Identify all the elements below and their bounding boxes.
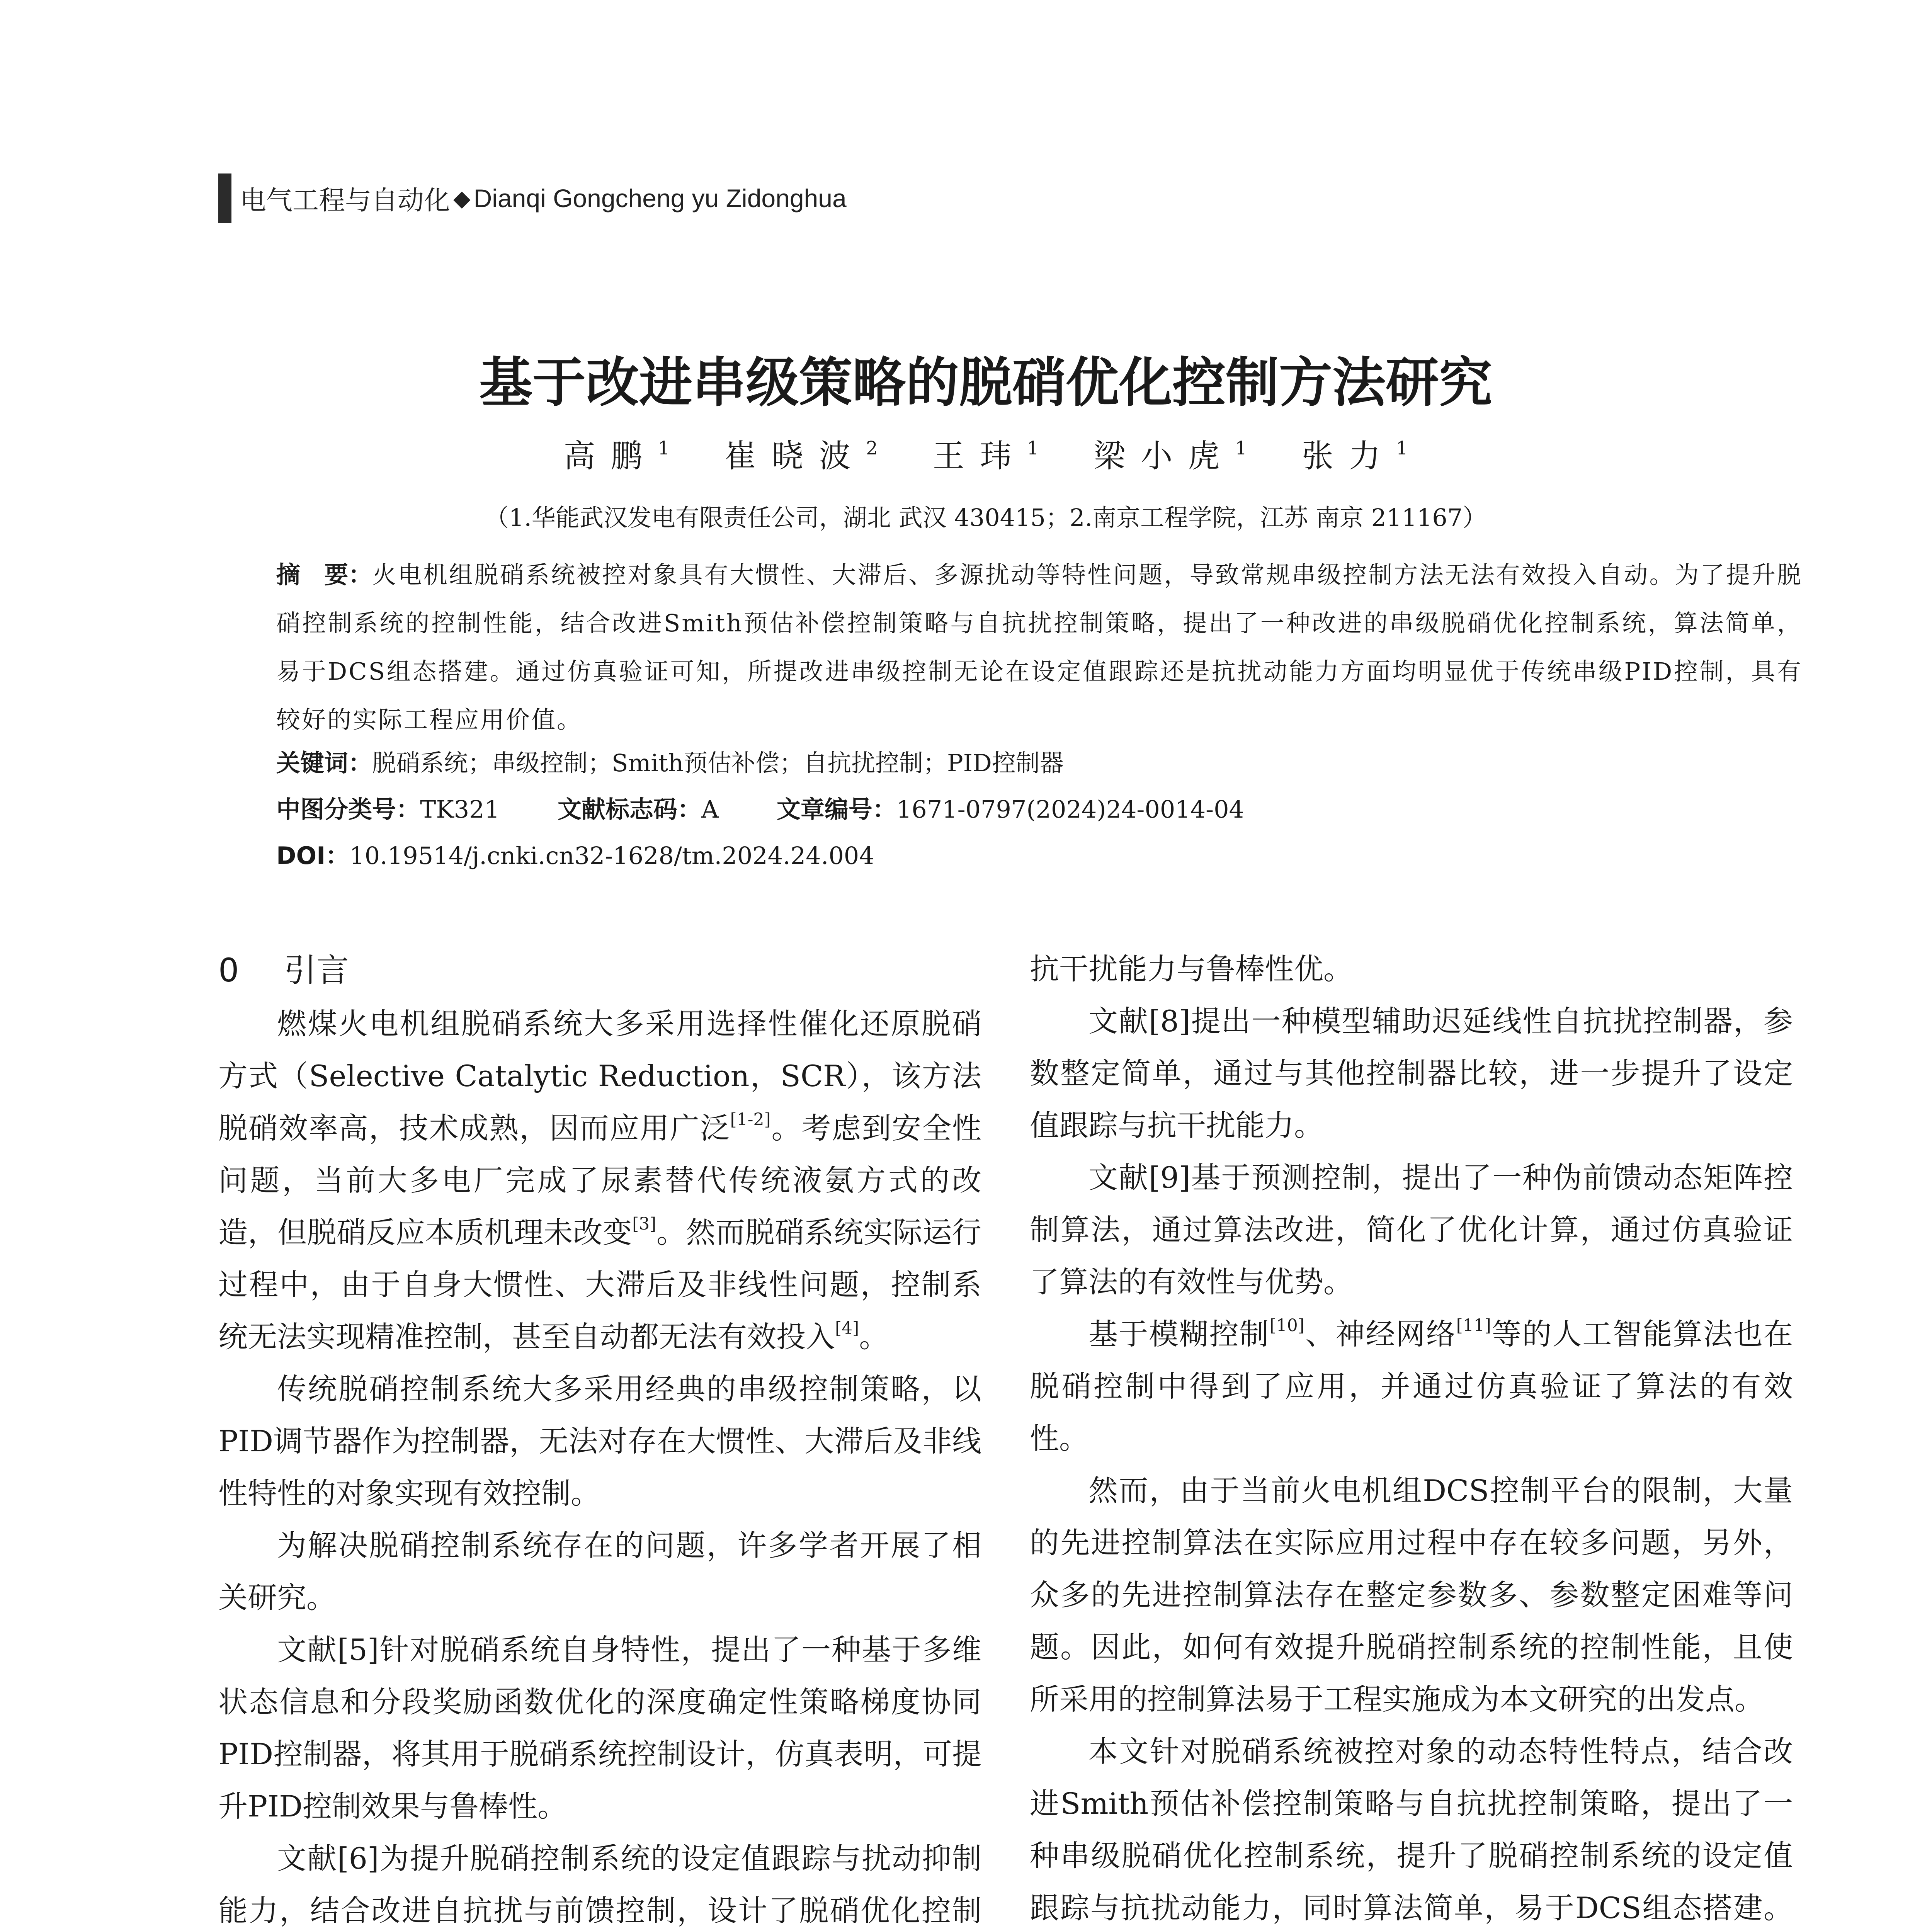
body-paragraph: 文献[6]为提升脱硝控制系统的设定值跟踪与扰动抑制能力，结合改进自抗扰与前馈控制，设计了脱硝优化控制 xyxy=(218,1841,981,1928)
section-heading-introduction xyxy=(218,943,981,998)
author xyxy=(1302,438,1408,474)
author-affiliation-mark: 1 xyxy=(658,437,670,459)
paragraph-text: 等的人工智能算法也在脱硝控制中得到了应用，并通过仿真验证了算法的有效性。 xyxy=(1030,1317,1793,1456)
author xyxy=(724,438,878,474)
citation: [1-2] xyxy=(730,1110,771,1129)
left-column xyxy=(218,943,981,1932)
doi-label: DOI： xyxy=(276,842,350,870)
citation: [11] xyxy=(1456,1316,1491,1335)
paragraph-text: 。 xyxy=(859,1320,889,1354)
body-paragraph: 本文针对脱硝系统被控对象的动态特性特点，结合改进Smith预估补偿控制策略与自抗扰控制策略，提出了一种串级脱硝优化控制系统，提升了脱硝控制系统的设定值跟踪与抗扰动能力，同时算法简单，易于DCS组态搭建。 xyxy=(1030,1734,1793,1925)
author-name: 王玮 xyxy=(932,438,1027,474)
body-paragraph: 抗干扰能力与鲁棒性优。 xyxy=(1030,952,1353,986)
article-number-value: 1671-0797(2024)24-0014-04 xyxy=(896,795,1244,823)
paragraph-text: 燃煤火电机组脱硝系统大多采用选择性催化还原脱硝方式（Selective Catalytic Reduction，SCR），该方法脱硝效率高，技术成熟，因而应用广泛 xyxy=(218,1007,981,1145)
citation: [3] xyxy=(632,1214,656,1234)
author xyxy=(563,438,670,474)
keywords-text: 脱硝系统；串级控制；Smith预估补偿；自抗扰控制；PID控制器 xyxy=(372,749,1064,777)
author xyxy=(933,438,1039,474)
article-number-label: 文章编号： xyxy=(776,795,896,823)
author-name: 崔晓波 xyxy=(724,438,866,474)
body-paragraph: 文献[9]基于预测控制，提出了一种伪前馈动态矩阵控制算法，通过算法改进，简化了优化计算，通过仿真验证了算法的有效性与优势。 xyxy=(1030,1160,1793,1299)
citation: [4] xyxy=(835,1318,859,1338)
doi-value: 10.19514/j.cnki.cn32-1628/tm.2024.24.004 xyxy=(349,842,874,870)
body-paragraph: 然而，由于当前火电机组DCS控制平台的限制，大量的先进控制算法在实际应用过程中存在较多问题，另外，众多的先进控制算法存在整定参数多、参数整定困难等问题。因此，如何有效提升脱硝控制系统的控制性能，且使所采用的控制算法易于工程实施成为本文研究的出发点。 xyxy=(1030,1473,1793,1716)
body-paragraph xyxy=(1030,1308,1793,1464)
body-paragraph: 文献[8]提出一种模型辅助迟延线性自抗扰控制器，参数整定简单，通过与其他控制器比较，进一步提升了设定值跟踪与抗干扰能力。 xyxy=(1030,1004,1793,1143)
author-affiliation-mark: 1 xyxy=(1235,437,1247,459)
doi-line xyxy=(276,837,874,871)
author-name: 梁小虎 xyxy=(1094,438,1235,474)
body-paragraph xyxy=(218,998,981,1363)
keywords xyxy=(276,744,1064,778)
author-affiliation-mark: 2 xyxy=(866,437,878,459)
abstract-text: 火电机组脱硝系统被控对象具有大惯性、大滞后、多源扰动等特性问题，导致常规串级控制方法无法有效投入自动。为了提升脱硝控制系统的控制性能，结合改进Smith预估补偿控制策略与自抗扰控制策略，提出了一种改进的串级脱硝优化控制系统，算法简单，易于DCS组态搭建。通过仿真验证可知，所提改进串级控制无论在设定值跟踪还是抗扰动能力方面均明显优于传统串级PID控制，具有较好的实际工程应用价值。 xyxy=(276,561,1803,734)
clc-value: TK321 xyxy=(420,795,500,823)
section-number: 0 xyxy=(218,951,239,989)
body-paragraph: 文献[5]针对脱硝系统自身特性，提出了一种基于多维状态信息和分段奖励函数优化的深度确定性策略梯度协同PID控制器，将其用于脱硝系统控制设计，仿真表明，可提升PID控制效果与鲁棒性。 xyxy=(218,1633,981,1823)
abstract xyxy=(276,551,1803,744)
right-column xyxy=(1030,943,1793,1932)
running-header-cn: 电气工程与自动化 xyxy=(240,185,451,216)
author-name: 高鹏 xyxy=(563,438,658,474)
classification-line xyxy=(276,790,1244,825)
paragraph-text: 。然而脱硝系统实际运行过程中，由于自身大惯性、大滞后及非线性问题，控制系统无法实现精准控制，甚至自动都无法有效投入 xyxy=(218,1215,982,1354)
running-header xyxy=(218,173,847,223)
doc-code-value: A xyxy=(701,795,719,823)
body-paragraph: 传统脱硝控制系统大多采用经典的串级控制策略，以PID调节器作为控制器，无法对存在大惯性、大滞后及非线性特性的对象实现有效控制。 xyxy=(218,1372,981,1510)
paragraph-text: 、神经网络 xyxy=(1304,1317,1456,1351)
paragraph-text: 基于模糊控制 xyxy=(1088,1317,1270,1351)
paragraph-text: 。考虑到安全性问题，当前大多电厂完成了尿素替代传统液氨方式的改造，但脱硝反应本质机理未改变 xyxy=(218,1111,982,1250)
keywords-label: 关键词： xyxy=(276,749,372,777)
author xyxy=(1094,438,1247,474)
author-name: 张力 xyxy=(1302,438,1396,474)
clc-label: 中图分类号： xyxy=(276,795,420,823)
body-paragraph: 为解决脱硝控制系统存在的问题，许多学者开展了相关研究。 xyxy=(218,1528,981,1615)
doc-code-label: 文献标志码： xyxy=(558,795,702,823)
diamond-icon: ◆ xyxy=(453,185,471,211)
abstract-label: 摘 要： xyxy=(276,561,372,589)
author-list xyxy=(0,431,1932,476)
author-affiliation-mark: 1 xyxy=(1396,437,1408,459)
affiliation: （1.华能武汉发电有限责任公司，湖北 武汉 430415；2.南京工程学院，江苏 南京 211167） xyxy=(485,503,1487,532)
citation: [10] xyxy=(1269,1316,1304,1335)
author-affiliation-mark: 1 xyxy=(1027,437,1039,459)
running-header-en: Dianqi Gongcheng yu Zidonghua xyxy=(473,184,847,213)
paper-title: 基于改进串级策略的脱硝优化控制方法研究 xyxy=(479,352,1492,414)
header-bar xyxy=(218,173,231,223)
section-title: 引言 xyxy=(284,951,349,989)
